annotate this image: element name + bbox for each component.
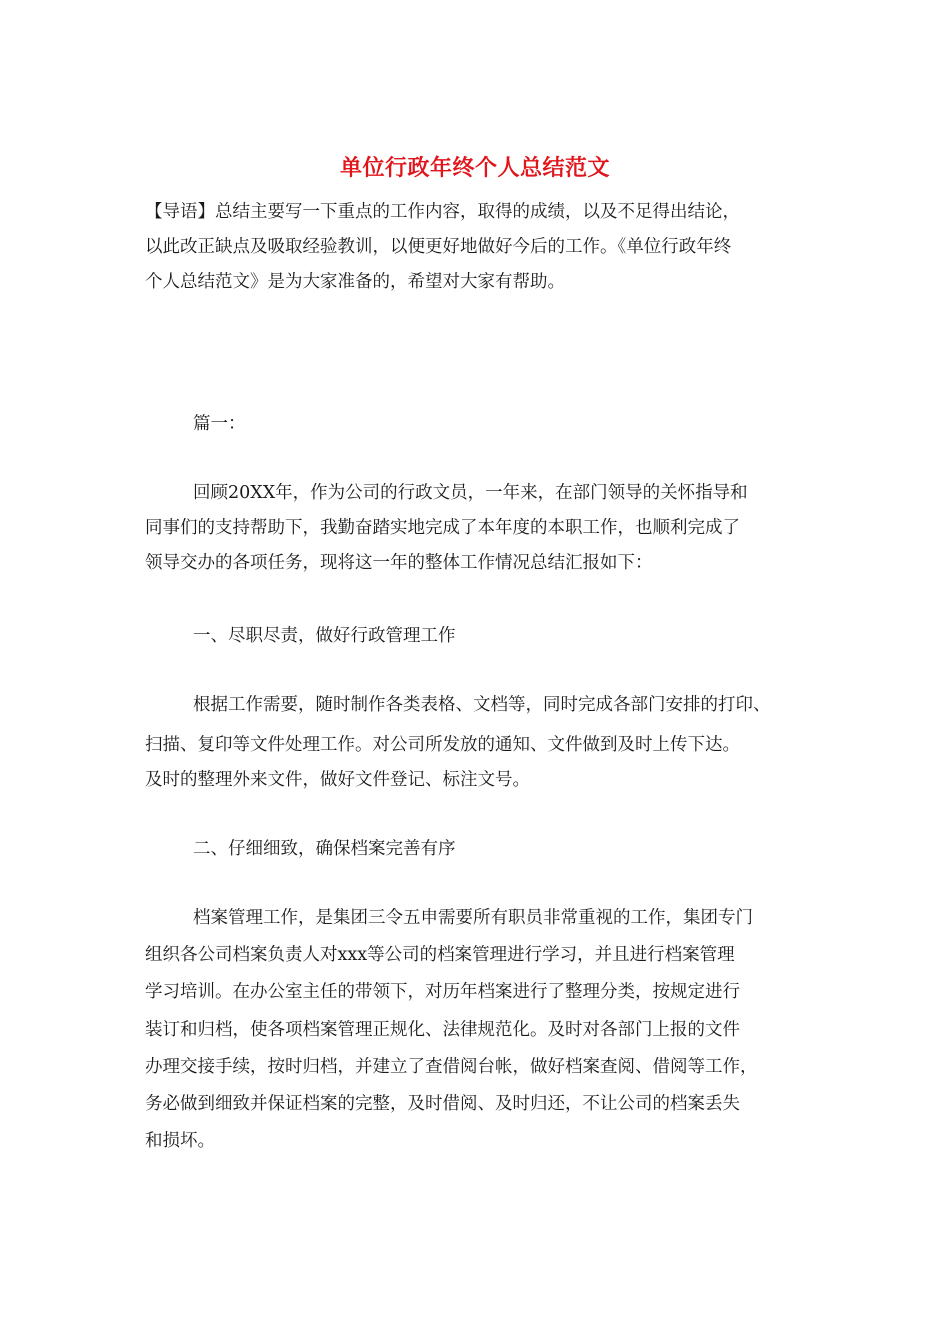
intro-line: 个人总结范文》是为大家准备的，希望对大家有帮助。 — [145, 272, 565, 292]
paragraph-line: 装订和归档，使各项档案管理正规化、法律规范化。及时对各部门上报的文件 — [145, 1020, 740, 1040]
paragraph-line: 务必做到细致并保证档案的完整，及时借阅、及时归还，不让公司的档案丢失 — [145, 1094, 740, 1114]
paragraph-line: 组织各公司档案负责人对xxx等公司的档案管理进行学习，并且进行档案管理 — [145, 945, 735, 965]
paragraph-line: 根据工作需要，随时制作各类表格、文档等，同时完成各部门安排的打印、 — [193, 695, 771, 715]
paragraph-line: 领导交办的各项任务，现将这一年的整体工作情况总结汇报如下： — [145, 553, 653, 573]
paragraph-line: 学习培训。在办公室主任的带领下，对历年档案进行了整理分类，按规定进行 — [145, 982, 740, 1002]
paragraph-line: 同事们的支持帮助下，我勤奋踏实地完成了本年度的本职工作，也顺利完成了 — [145, 518, 740, 538]
section-heading: 二、仔细细致，确保档案完善有序 — [193, 839, 456, 859]
paragraph-line: 回顾20XX年，作为公司的行政文员，一年来，在部门领导的关怀指导和 — [193, 483, 748, 503]
paragraph-line: 和损坏。 — [145, 1131, 215, 1151]
paragraph-line: 及时的整理外来文件，做好文件登记、标注文号。 — [145, 770, 530, 790]
intro-line: 以此改正缺点及吸取经验教训，以便更好地做好今后的工作。《单位行政年终 — [145, 237, 732, 257]
section-heading: 一、尽职尽责，做好行政管理工作 — [193, 626, 456, 646]
paragraph-line: 档案管理工作，是集团三令五申需要所有职员非常重视的工作，集团专门 — [193, 908, 753, 928]
document-title: 单位行政年终个人总结范文 — [339, 155, 610, 181]
paragraph-line: 扫描、复印等文件处理工作。对公司所发放的通知、文件做到及时上传下达。 — [145, 735, 740, 755]
section-label: 篇一： — [193, 414, 246, 434]
paragraph-line: 办理交接手续，按时归档，并建立了查借阅台帐，做好档案查阅、借阅等工作， — [145, 1057, 758, 1077]
intro-line: 【导语】总结主要写一下重点的工作内容，取得的成绩，以及不足得出结论， — [145, 202, 740, 222]
